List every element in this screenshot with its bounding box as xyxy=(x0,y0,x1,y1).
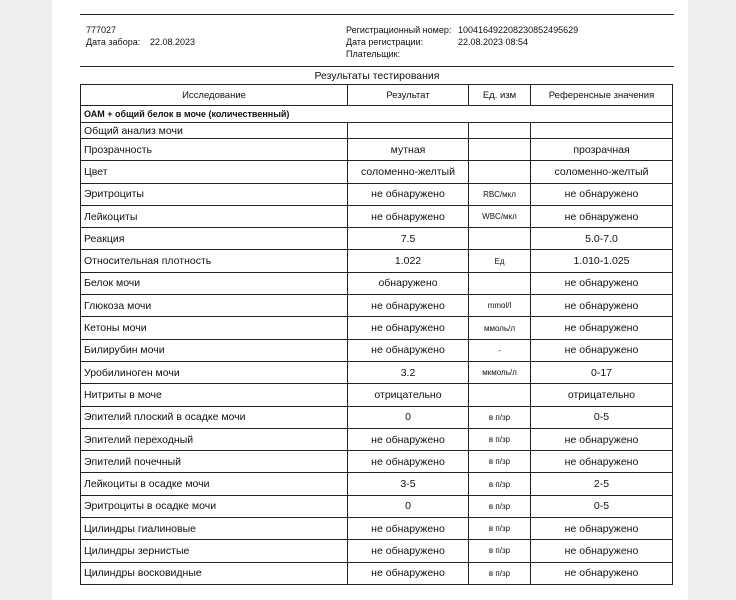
test-name-cell: Цилиндры гиалиновые xyxy=(81,518,348,540)
table-row xyxy=(81,272,673,294)
section-row xyxy=(81,106,673,123)
test-name-cell: Эпителий переходный xyxy=(81,428,348,450)
table-row xyxy=(81,361,673,383)
table-row xyxy=(81,562,673,584)
reference-cell: не обнаружено xyxy=(531,518,673,540)
table-row xyxy=(81,495,673,517)
section-title: ОАМ + общий белок в моче (количественный) xyxy=(81,106,673,123)
table-row xyxy=(81,205,673,227)
table-row xyxy=(81,250,673,272)
reference-cell: 0-5 xyxy=(531,495,673,517)
order-info xyxy=(86,24,195,48)
registration-info xyxy=(346,24,578,60)
unit-cell: в п/зр xyxy=(469,406,531,428)
reg-date-label: Дата регистрации: xyxy=(346,37,424,47)
table-row xyxy=(81,183,673,205)
group-row xyxy=(81,123,673,139)
reference-cell: не обнаружено xyxy=(531,317,673,339)
header-rule xyxy=(80,66,674,67)
result-cell: не обнаружено xyxy=(348,317,469,339)
result-cell: не обнаружено xyxy=(348,295,469,317)
table-row xyxy=(81,473,673,495)
reference-cell: не обнаружено xyxy=(531,562,673,584)
test-name-cell: Кетоны мочи xyxy=(81,317,348,339)
test-name-cell: Глюкоза мочи xyxy=(81,295,348,317)
unit-cell: в п/зр xyxy=(469,562,531,584)
result-cell: не обнаружено xyxy=(348,562,469,584)
result-cell: не обнаружено xyxy=(348,183,469,205)
table-row xyxy=(81,406,673,428)
test-name-cell: Прозрачность xyxy=(81,139,348,161)
reference-cell: не обнаружено xyxy=(531,540,673,562)
reference-cell: не обнаружено xyxy=(531,295,673,317)
unit-cell: RBC/мкл xyxy=(469,183,531,205)
unit-cell: в п/зр xyxy=(469,518,531,540)
unit-cell: мкмоль/л xyxy=(469,361,531,383)
table-row xyxy=(81,518,673,540)
group-empty-cell xyxy=(531,123,673,139)
reference-cell: соломенно-желтый xyxy=(531,161,673,183)
result-cell: не обнаружено xyxy=(348,518,469,540)
reference-cell: 0-5 xyxy=(531,406,673,428)
table-row xyxy=(81,161,673,183)
test-name-cell: Лейкоциты в осадке мочи xyxy=(81,473,348,495)
test-name-cell: Лейкоциты xyxy=(81,205,348,227)
reg-number-label: Регистрационный номер: xyxy=(346,25,452,35)
order-id: 777027 xyxy=(86,25,117,35)
result-cell: не обнаружено xyxy=(348,451,469,473)
reg-number: 100416492208230852495629 xyxy=(458,25,579,35)
table-row xyxy=(81,317,673,339)
reference-cell: отрицательно xyxy=(531,384,673,406)
test-name-cell: Эпителий плоский в осадке мочи xyxy=(81,406,348,428)
unit-cell: mmol/l xyxy=(469,295,531,317)
unit-cell: в п/зр xyxy=(469,473,531,495)
unit-cell: WBC/мкл xyxy=(469,205,531,227)
unit-cell xyxy=(469,228,531,250)
result-cell: не обнаружено xyxy=(348,540,469,562)
test-name-cell: Цвет xyxy=(81,161,348,183)
test-name-cell: Реакция xyxy=(81,228,348,250)
reference-cell: не обнаружено xyxy=(531,451,673,473)
reference-cell: 1.010-1.025 xyxy=(531,250,673,272)
unit-cell: в п/зр xyxy=(469,428,531,450)
unit-cell xyxy=(469,139,531,161)
table-row xyxy=(81,295,673,317)
result-cell: обнаружено xyxy=(348,272,469,294)
unit-cell: ммоль/л xyxy=(469,317,531,339)
table-row xyxy=(81,451,673,473)
test-name-cell: Относительная плотность xyxy=(81,250,348,272)
table-row xyxy=(81,228,673,250)
test-name-cell: Эпителий почечный xyxy=(81,451,348,473)
table-row xyxy=(81,139,673,161)
result-cell: 7.5 xyxy=(348,228,469,250)
collection-date: 22.08.2023 xyxy=(150,37,196,47)
unit-cell: Ед xyxy=(469,250,531,272)
col-result-header: Результат xyxy=(348,85,469,106)
col-unit-header: Ед. изм xyxy=(469,85,531,106)
reference-cell: не обнаружено xyxy=(531,272,673,294)
table-header-row xyxy=(81,85,673,106)
test-name-cell: Эритроциты в осадке мочи xyxy=(81,495,348,517)
result-cell: не обнаружено xyxy=(348,205,469,227)
results-table xyxy=(80,84,673,585)
unit-cell xyxy=(469,272,531,294)
collection-date-label: Дата забора: xyxy=(86,37,141,47)
unit-cell: в п/зр xyxy=(469,540,531,562)
test-name-cell: Белок мочи xyxy=(81,272,348,294)
reference-cell: 5.0-7.0 xyxy=(531,228,673,250)
result-cell: не обнаружено xyxy=(348,428,469,450)
table-row xyxy=(81,428,673,450)
test-name-cell: Цилиндры восковидные xyxy=(81,562,348,584)
unit-cell: в п/зр xyxy=(469,451,531,473)
result-cell: 3.2 xyxy=(348,361,469,383)
reg-date: 22.08.2023 08:54 xyxy=(458,37,529,47)
reference-cell: 2-5 xyxy=(531,473,673,495)
group-empty-cell xyxy=(469,123,531,139)
unit-cell xyxy=(469,384,531,406)
payer-label: Плательщик: xyxy=(346,49,401,59)
test-name-cell: Уробилиноген мочи xyxy=(81,361,348,383)
table-row xyxy=(81,384,673,406)
group-title: Общий анализ мочи xyxy=(81,123,348,139)
result-cell: не обнаружено xyxy=(348,339,469,361)
results-title: Результаты тестирования xyxy=(314,70,440,82)
group-empty-cell xyxy=(348,123,469,139)
result-cell: 3-5 xyxy=(348,473,469,495)
reference-cell: не обнаружено xyxy=(531,339,673,361)
reference-cell: 0-17 xyxy=(531,361,673,383)
unit-cell: - xyxy=(469,339,531,361)
result-cell: 0 xyxy=(348,495,469,517)
unit-cell: в п/зр xyxy=(469,495,531,517)
test-name-cell: Нитриты в моче xyxy=(81,384,348,406)
top-rule xyxy=(80,14,674,15)
col-test-header: Исследование xyxy=(81,85,348,106)
reference-cell: прозрачная xyxy=(531,139,673,161)
result-cell: соломенно-желтый xyxy=(348,161,469,183)
result-cell: мутная xyxy=(348,139,469,161)
result-cell: 1.022 xyxy=(348,250,469,272)
test-name-cell: Эритроциты xyxy=(81,183,348,205)
reference-cell: не обнаружено xyxy=(531,428,673,450)
result-cell: отрицательно xyxy=(348,384,469,406)
result-cell: 0 xyxy=(348,406,469,428)
test-name-cell: Билирубин мочи xyxy=(81,339,348,361)
test-name-cell: Цилиндры зернистые xyxy=(81,540,348,562)
table-row xyxy=(81,339,673,361)
reference-cell: не обнаружено xyxy=(531,183,673,205)
reference-cell: не обнаружено xyxy=(531,205,673,227)
table-row xyxy=(81,540,673,562)
document-page xyxy=(52,0,688,600)
col-reference-header: Референсные значения xyxy=(531,85,673,106)
unit-cell xyxy=(469,161,531,183)
